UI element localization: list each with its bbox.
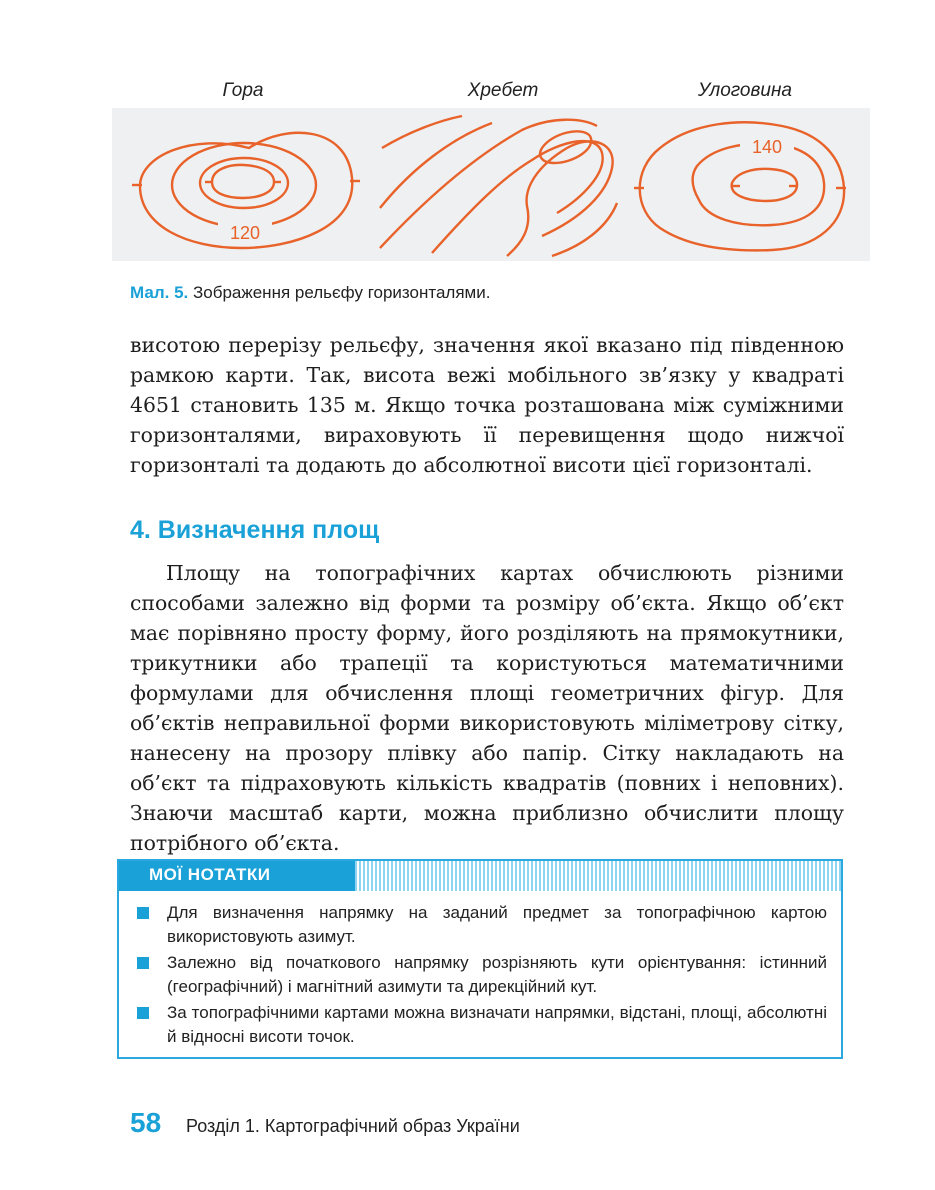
paragraph-1-text: висотою перерізу рельєфу, значення якої вказано під південною рамкою карти. Так, висота вежі мобільного зв’язку у квадраті 4651 становить 135 м. Якщо точка розташована між суміжними горизонталями, вираховують її перевищення щодо нижчої горизонталі та додають до абсолютної висоти цієї горизонталі. xyxy=(130,333,844,477)
square-bullet-icon xyxy=(137,957,149,969)
mountain-contour-2 xyxy=(172,143,316,227)
square-bullet-icon xyxy=(137,1007,149,1019)
square-bullet-icon xyxy=(137,907,149,919)
paragraph-2 xyxy=(130,558,844,858)
notes-item xyxy=(133,901,827,949)
chapter-title: Розділ 1. Картографічний образ України xyxy=(186,1116,520,1136)
ridge-contours xyxy=(380,116,617,256)
section-title: 4. Визначення площ xyxy=(130,516,380,544)
caption-label: Мал. 5. xyxy=(130,283,189,302)
contour-illustration xyxy=(112,108,870,261)
figure-label-hollow: Улоговина xyxy=(697,80,792,101)
notes-header xyxy=(119,861,355,891)
notes-header-stripes xyxy=(355,861,841,891)
figure-label-mountain: Гора xyxy=(222,80,264,101)
figure-caption xyxy=(130,283,490,303)
paragraph-2-text: Площу на топографічних картах обчислюють різними способами залежно від форми та розміру об’єкта. Якщо об’єкт має порівняно просту форму, його розділяють на прямокутники, трикутники або трапеції та користуються математичними формулами для обчислення площі геометричних фігур. Для об’єктів неправильної форми використовують міліметрову сітку, нанесену на прозору плівку або папір. Сітку накладають на об’єкт та підраховують кількість квадратів (повних і неповних). Знаючи масштаб карти, можна приблизно обчислити площу потрібного об’єкта. xyxy=(130,561,844,855)
notes-title: МОЇ НОТАТКИ xyxy=(149,865,271,884)
notes-item xyxy=(133,951,827,999)
my-notes-box xyxy=(117,859,843,1059)
figure-label-ridge: Хребет xyxy=(467,80,539,101)
page-number: 58 xyxy=(130,1107,162,1138)
caption-text: Зображення рельєфу горизонталями. xyxy=(192,283,491,302)
notes-list xyxy=(133,901,827,1051)
mountain-height-label: 120 xyxy=(229,223,261,243)
ridge-contour-top xyxy=(540,131,591,163)
ridge-contour-3 xyxy=(380,120,597,248)
hollow-height-label: 140 xyxy=(751,137,783,157)
notes-item-text: Залежно від початкового напрямку розрізняють кути орієнтування: істинний (географічний) і магнітний азимути та дирекційний кут. xyxy=(167,953,827,996)
contour-figure xyxy=(112,108,870,261)
hollow-contour-inner xyxy=(732,169,797,201)
paragraph-1 xyxy=(130,330,844,480)
notes-item-text: Для визначення напрямку на заданий предмет за топографічною картою використовують азимут. xyxy=(167,903,827,946)
ridge-contour-5 xyxy=(507,141,613,256)
mountain-contour-inner xyxy=(212,165,274,198)
notes-item-text: За топографічними картами можна визначати напрямки, відстані, площі, абсолютні й відносні висоти точок. xyxy=(167,1003,827,1046)
ridge-contour-2 xyxy=(380,123,492,208)
notes-item xyxy=(133,1001,827,1049)
